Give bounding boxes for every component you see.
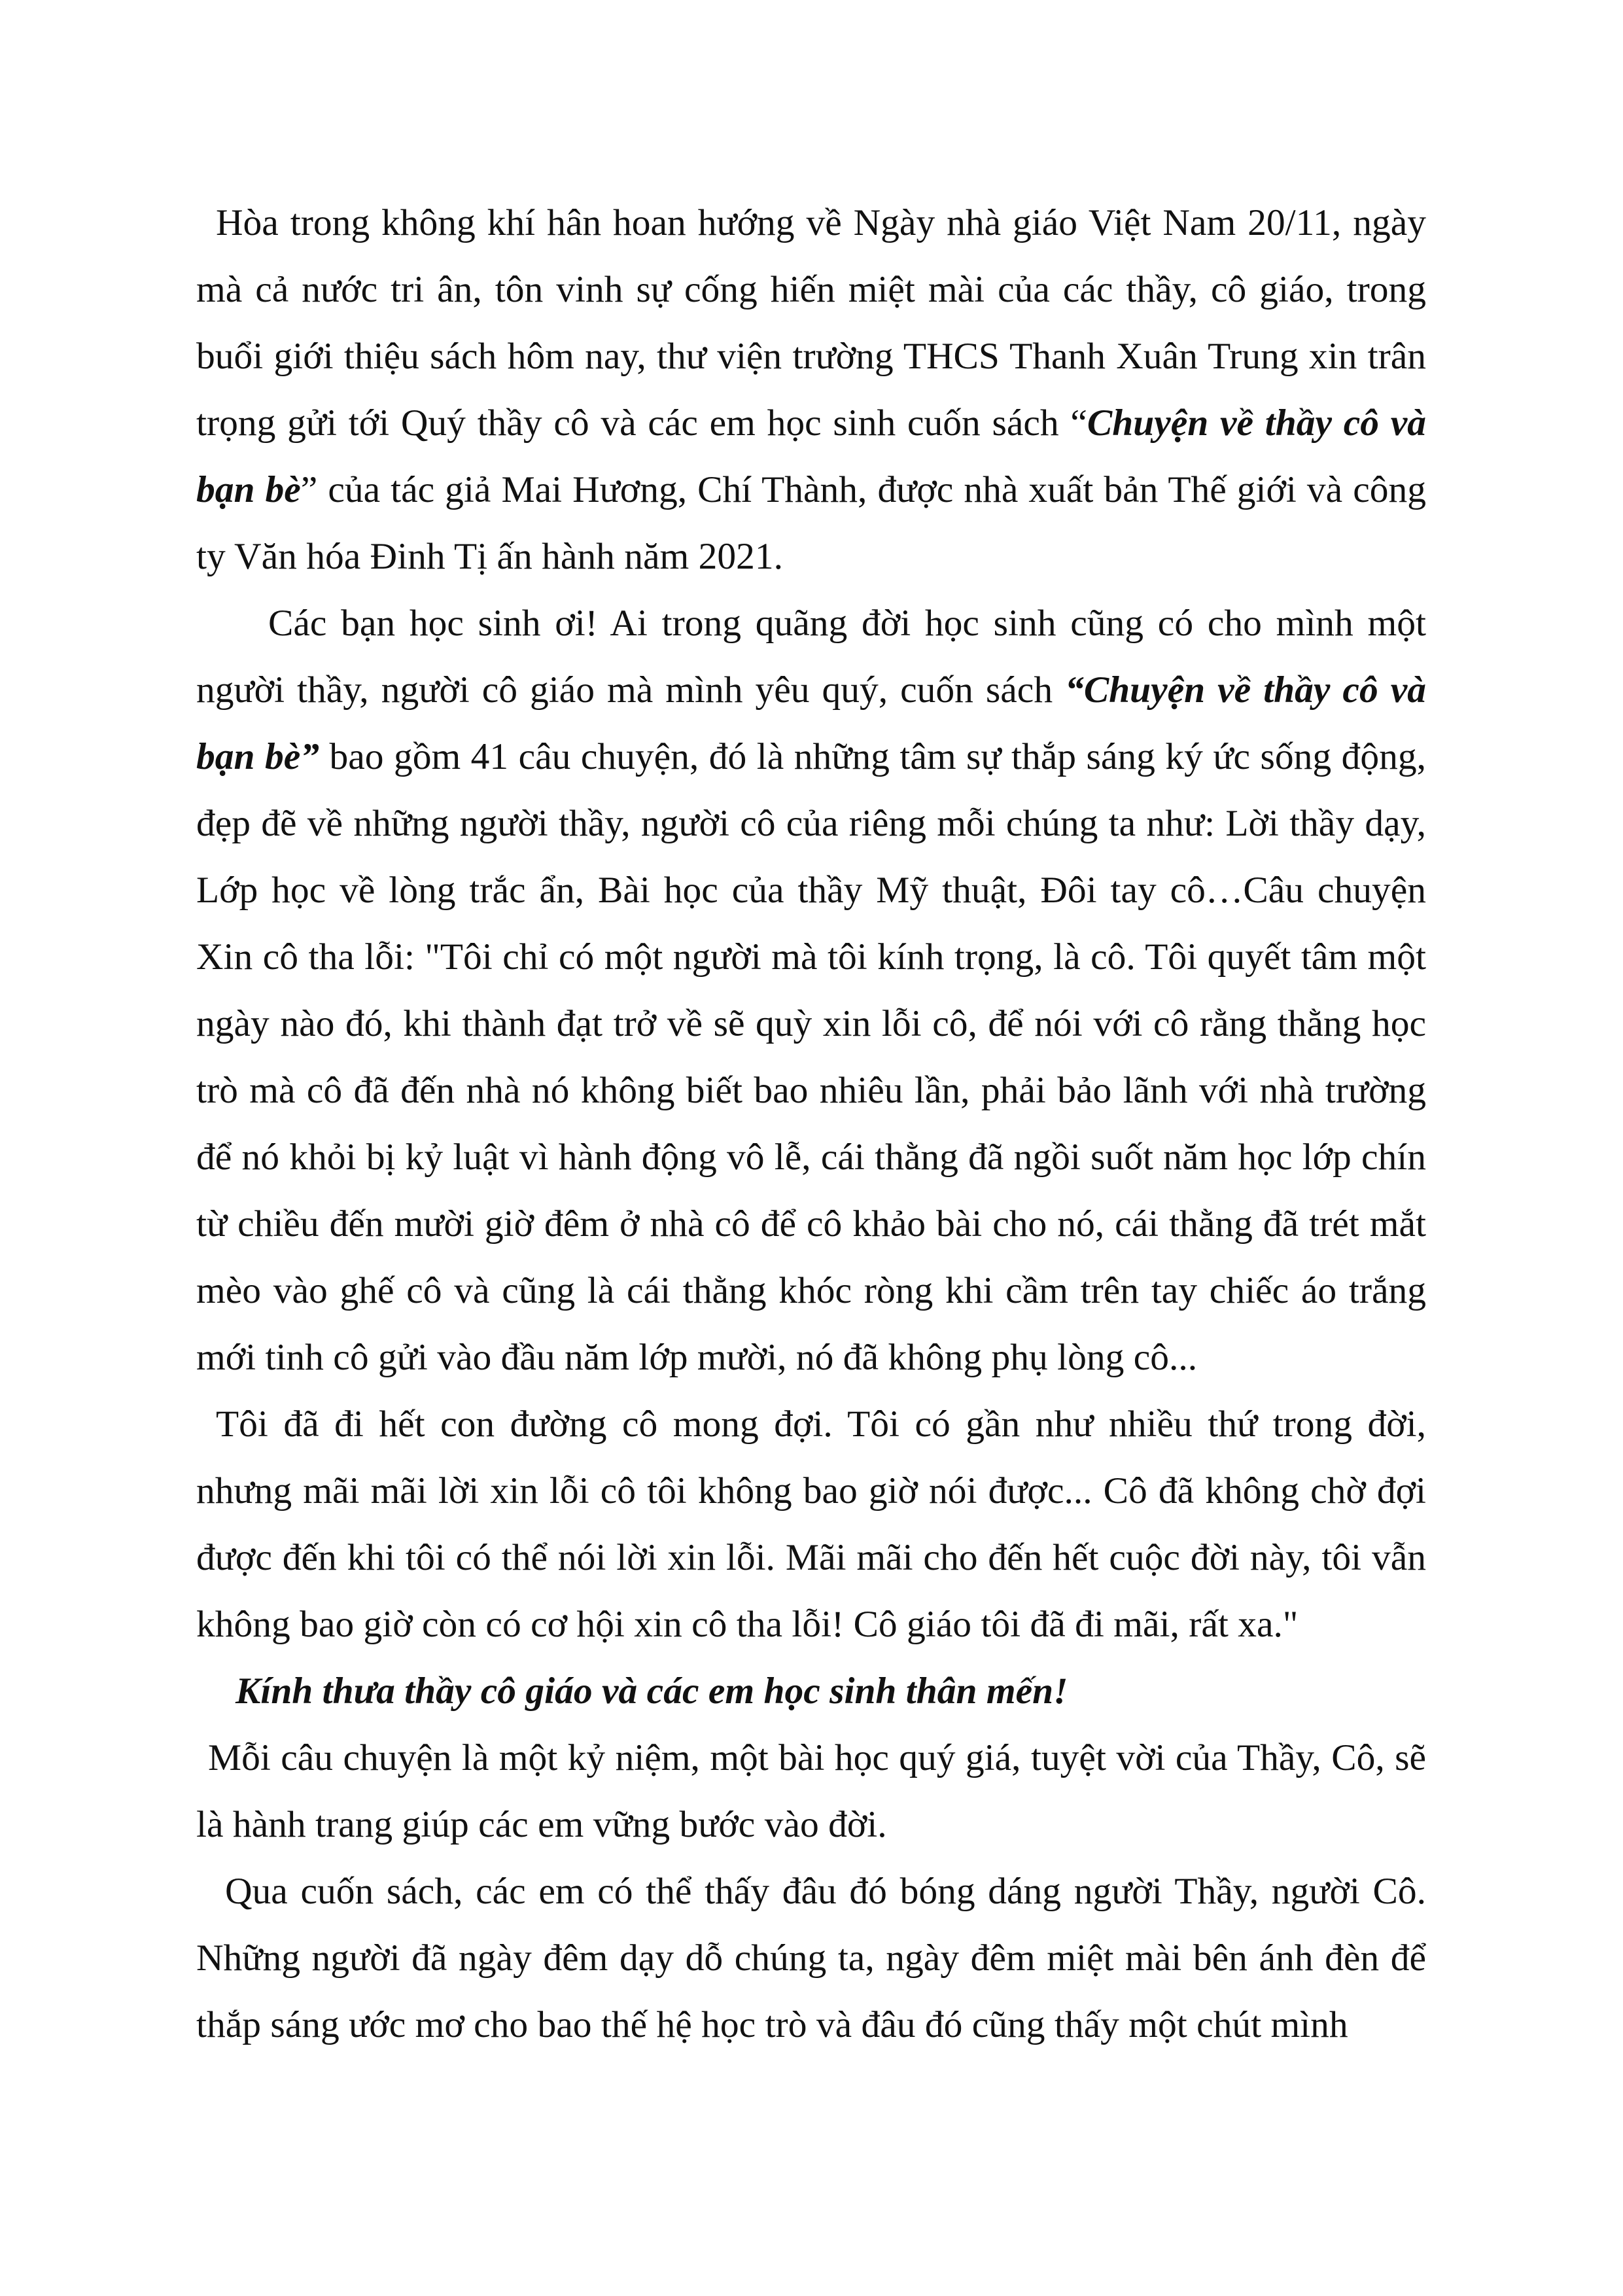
- paragraph-introduction: [196, 190, 1426, 590]
- paragraph-introduction-text-end: ” của tác giả Mai Hương, Chí Thành, được nhà xuất bản Thế giới và công ty Văn hóa Đinh Tị ấn hành năm 2021.: [196, 469, 1426, 577]
- paragraph-through-the-book: Qua cuốn sách, các em có thể thấy đâu đó bóng dáng người Thầy, người Cô. Những người đã ngày đêm dạy dỗ chúng ta, ngày đêm miệt mài bên ánh đèn để thắp sáng ước mơ cho bao thế hệ học trò và đâu đó cũng thấy một chút mình: [196, 1871, 1426, 2045]
- paragraph-introduction-text: Hòa trong không khí hân hoan hướng về Ngày nhà giáo Việt Nam 20/11, ngày mà cả nước tri ân, tôn vinh sự cống hiến miệt mài của các thầy, cô giáo, trong buổi giới thiệu sách hôm nay, thư viện trường THCS Thanh Xuân Trung xin trân trọng gửi tới Quý thầy cô và các em học sinh cuốn sách “: [196, 202, 1426, 444]
- document-page: [196, 190, 1426, 2058]
- book-title-quoted: “Chuyện về thầy cô và bạn bè”: [196, 669, 1426, 777]
- paragraph-story-quote: Tôi đã đi hết con đường cô mong đợi. Tôi có gần như nhiều thứ trong đời, nhưng mãi mãi lời xin lỗi cô tôi không bao giờ nói được... Cô đã không chờ đợi được đến khi tôi có thể nói lời xin lỗi. Mãi mãi cho đến hết cuộc đời này, tôi vẫn không bao giờ còn có cơ hội xin cô tha lỗi! Cô giáo tôi đã đi mãi, rất xa.": [196, 1404, 1426, 1645]
- paragraph-each-story: Mỗi câu chuyện là một kỷ niệm, một bài học quý giá, tuyệt vời của Thầy, Cô, sẽ là hành trang giúp các em vững bước vào đời.: [196, 1737, 1426, 1845]
- paragraph-book-contents-text-end: bao gồm 41 câu chuyện, đó là những tâm sự thắp sáng ký ức sống động, đẹp đẽ về những người thầy, người cô của riêng mỗi chúng ta như: Lời thầy dạy, Lớp học về lòng trắc ẩn, Bài học của thầy Mỹ thuật, Đôi tay cô…Câu chuyện Xin cô tha lỗi: "Tôi chỉ có một người mà tôi kính trọng, là cô. Tôi quyết tâm một ngày nào đó, khi thành đạt trở về sẽ quỳ xin lỗi cô, để nói với cô rằng thằng học trò mà cô đã đến nhà nó không biết bao nhiêu lần, phải bảo lãnh với nhà trường để nó khỏi bị kỷ luật vì hành động vô lễ, cái thằng đã ngồi suốt năm học lớp chín từ chiều đến mười giờ đêm ở nhà cô để cô khảo bài cho nó, cái thằng đã trét mắt mèo vào ghế cô và cũng là cái thằng khóc ròng khi cầm trên tay chiếc áo trắng mới tinh cô gửi vào đầu năm lớp mười, nó đã không phụ lòng cô...: [196, 736, 1427, 1378]
- paragraph-book-contents: [196, 590, 1426, 1391]
- book-title: Chuyện về thầy cô và bạn bè: [196, 402, 1426, 510]
- salutation-heading: Kính thưa thầy cô giáo và các em học sinh thân mến!: [236, 1670, 1068, 1712]
- paragraph-book-contents-text: Các bạn học sinh ơi! Ai trong quãng đời học sinh cũng có cho mình một người thầy, người cô giáo mà mình yêu quý, cuốn sách: [196, 603, 1426, 711]
